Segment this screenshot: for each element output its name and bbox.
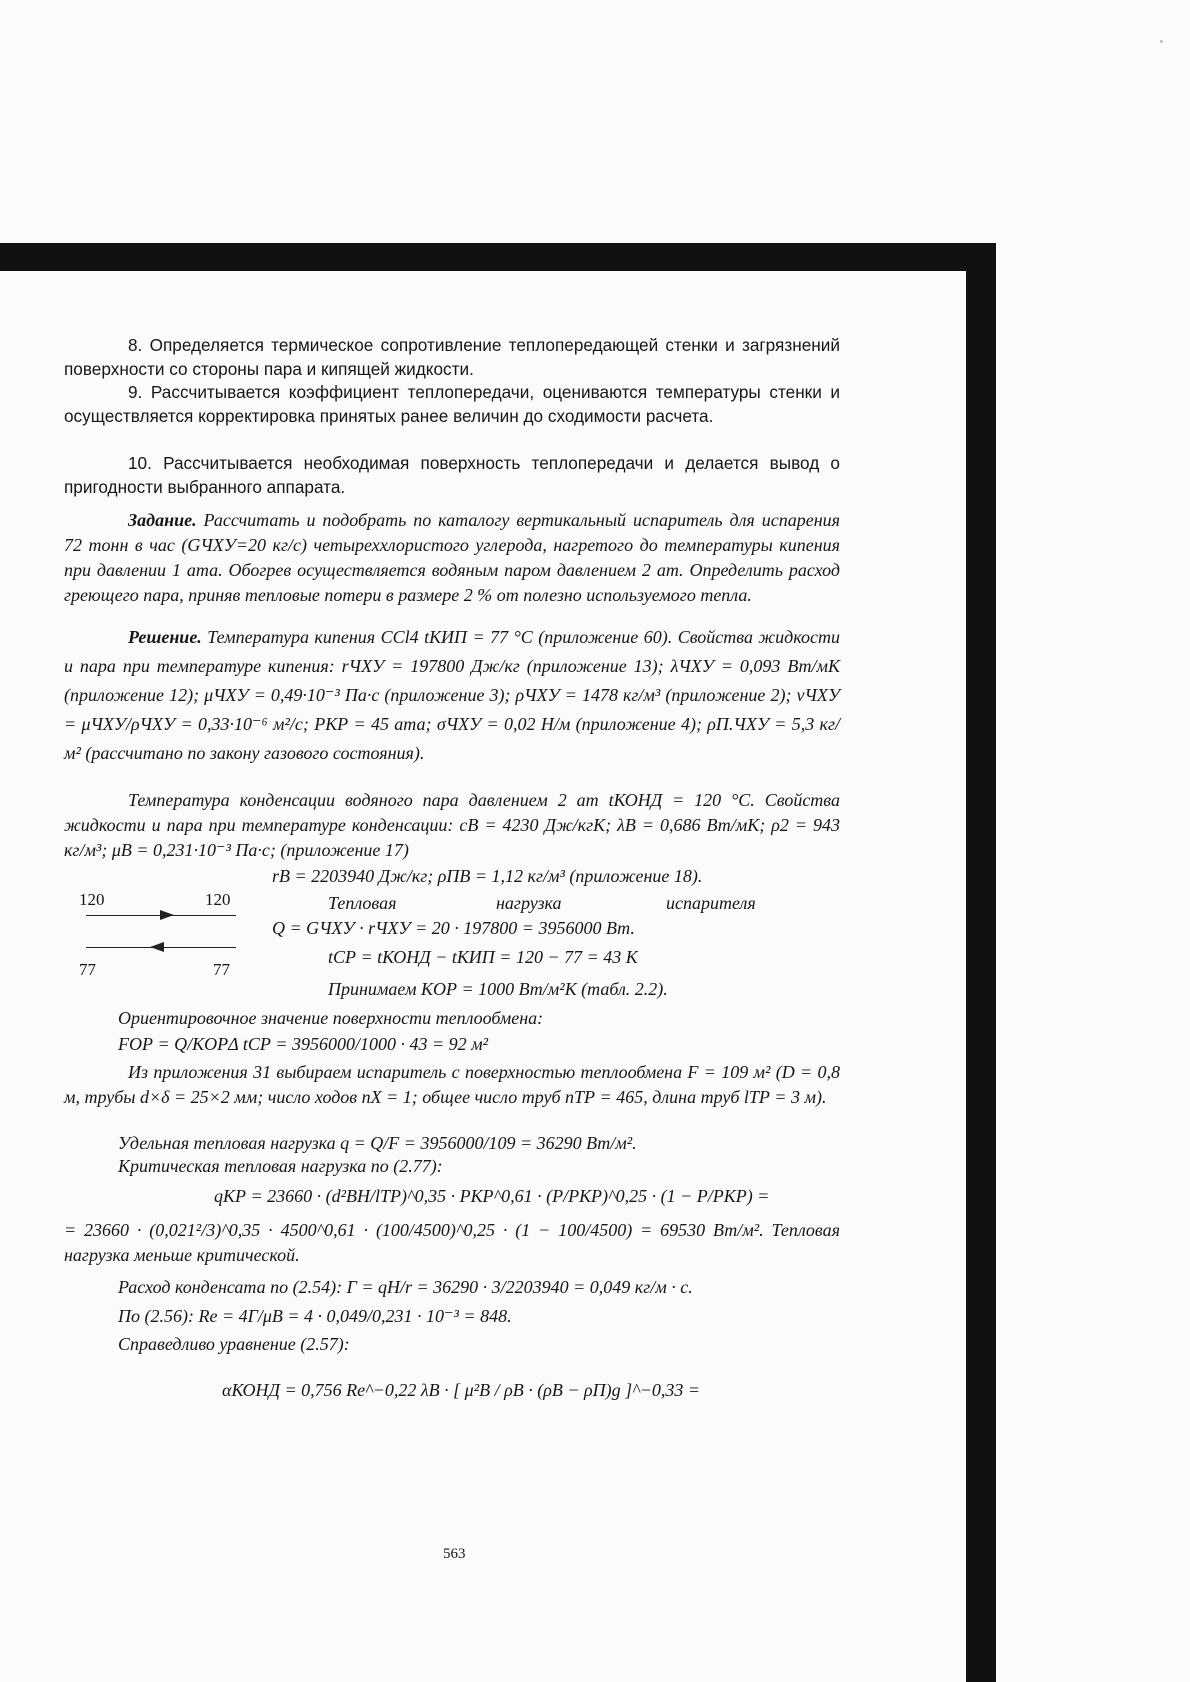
qcr-value: = 23660 · (0,021²/3)^0,35 · 4500^0,61 · (100/4500)^0,25 · (1 − 100/4500) = 69530 Вт/м². Тепловая нагрузка меньше критической. [64, 1220, 840, 1265]
K-line: Принимаем KОР = 1000 Вт/м²К (табл. 2.2). [328, 979, 668, 999]
step-10: 10. Рассчитывается необходимая поверхность теплопередачи и делается вывод о пригодности выбранного аппарата. [64, 453, 840, 497]
diagram-top-right: 120 [205, 890, 231, 909]
Q-line: Q = GЧХУ · rЧХУ = 20 · 197800 = 3956000 Вт. [272, 918, 635, 938]
r-line: rВ = 2203940 Дж/кг; ρПВ = 1,12 кг/м³ (приложение 18). [272, 866, 703, 886]
solution-text: Температура кипения CCl4 tКИП = 77 °C (приложение 60). Свойства жидкости и пара при температуре кипения: rЧХУ = 197800 Дж/кг (приложение 13); λЧХУ = 0,093 Вт/мК (приложение 12); μЧХУ = 0,49·10⁻³ Па·с (приложение 3); ρЧХУ = 1478 кг/м³ (приложение 2); νЧХУ = μЧХУ/ρЧХУ = 0,33·10⁻⁶ м²/с; PКР = 45 ата; σЧХУ = 0,02 Н/м (приложение 4); ρП.ЧХУ = 5,3 кг/м² (рассчитано по закону газового состояния). [64, 627, 840, 763]
alpha-formula: αКОНД = 0,756 Re^−0,22 λВ · [ μ²В / ρВ · (ρВ − ρП)g ]^−0,33 = [222, 1380, 701, 1400]
step-8: 8. Определяется термическое сопротивление теплопередающей стенки и загрязнений поверхности со стороны пара и кипящей жидкости. [64, 335, 840, 379]
scan-speck [1160, 40, 1163, 43]
solution-label: Решение. [128, 627, 202, 647]
flow-line: Расход конденсата по (2.54): Г = qH/r = 36290 · 3/2203940 = 0,049 кг/м · с. [118, 1277, 693, 1297]
task-label: Задание. [128, 510, 197, 530]
page-number: 563 [443, 1546, 466, 1562]
re-line: По (2.56): Re = 4Г/μВ = 4 · 0,049/0,231 · 10⁻³ = 848. [118, 1306, 512, 1326]
heat-load-word-1: Тепловая [328, 893, 397, 913]
heat-load-word-3: испарителя [666, 893, 756, 913]
scan-border-right [966, 243, 996, 1682]
t-line: tСР = tКОНД − tКИП = 120 − 77 = 43 К [328, 947, 638, 967]
qcr-formula: qКР = 23660 · (d²ВН/lТР)^0,35 · PКР^0,61 · (P/PКР)^0,25 · (1 − P/PКР) = [214, 1186, 770, 1206]
condensation-paragraph: Температура конденсации водяного пара давлением 2 ат tКОНД = 120 °С. Свойства жидкости и пара при температуре конденсации: cВ = 4230 Дж/кгК; λВ = 0,686 Вт/мК; ρ2 = 943 кг/м³; μВ = 0,231·10⁻³ Па·с; (приложение 17) [64, 790, 840, 860]
heat-load-word-2: нагрузка [496, 893, 562, 913]
q-line: Удельная тепловая нагрузка q = Q/F = 3956000/109 = 36290 Вт/м². [118, 1133, 637, 1153]
scan-border-top [0, 243, 990, 271]
diagram-bottom-right: 77 [213, 960, 230, 979]
task-paragraph [64, 508, 840, 608]
equation-title: Справедливо уравнение (2.57): [118, 1334, 350, 1354]
arrow-left-icon [150, 942, 164, 952]
F-title: Ориентировочное значение поверхности теплообмена: [118, 1008, 544, 1028]
arrow-right-icon [160, 910, 174, 920]
choice-paragraph: Из приложения 31 выбираем испаритель с поверхностью теплообмена F = 109 м² (D = 0,8 м, трубы d×δ = 25×2 мм; число ходов nХ = 1; общее число труб nТР = 465, длина труб lТР = 3 м). [64, 1062, 840, 1107]
solution-paragraph [64, 623, 840, 768]
diagram-top-left: 120 [79, 890, 105, 909]
task-text: Рассчитать и подобрать по каталогу вертикальный испаритель для испарения 72 тонн в час (GЧХУ=20 кг/с) четыреххлористого углерода, нагретого до температуры кипения при давлении 1 ата. Обогрев осуществляется водяным паром давлением 2 ат. Определить расход греющего пара, приняв тепловые потери в размере 2 % от полезно используемого тепла. [64, 510, 840, 605]
step-9: 9. Рассчитывается коэффициент теплопередачи, оцениваются температуры стенки и осуществляется корректировка принятых ранее величин до сходимости расчета. [64, 382, 840, 426]
qcr-title: Критическая тепловая нагрузка по (2.77): [118, 1156, 443, 1176]
diagram-bottom-left: 77 [79, 960, 96, 979]
F-line: FОР = Q/KОРΔ tСР = 3956000/1000 · 43 = 92 м² [118, 1034, 489, 1054]
